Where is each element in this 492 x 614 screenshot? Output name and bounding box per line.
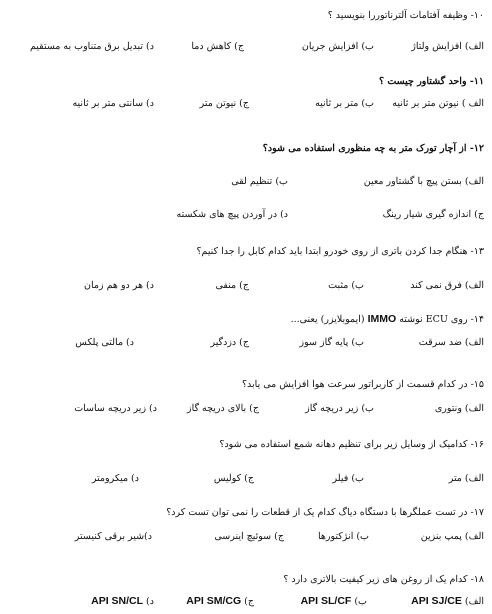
option-c: ج) سوئیچ اینرسی (214, 531, 284, 542)
option-b: ب) انژکتورها (318, 531, 369, 542)
option-b: ب) زیر دریچه گاز (305, 403, 374, 414)
option-b: ب) مثبت (328, 280, 364, 291)
option-a: الف) ضد سرقت (418, 337, 484, 348)
option-b: ب) فیلر (332, 473, 364, 484)
option-c: ج) اندازه گیری شیار رینگ (382, 209, 484, 220)
option-c: ج) بالای دریچه گاز (187, 403, 259, 414)
option-d: د) مالتی پلکس (75, 337, 134, 348)
question-10: ۱۰- وظیفه آفتامات آلترناتوررا بنویسید ؟ (327, 10, 484, 21)
option-d: د) سانتی متر بر ثانیه (72, 98, 154, 109)
option-a: الف ) نیوتن متر بر ثانیه (392, 98, 484, 109)
question-15: ۱۵- در کدام قسمت از کاربراتور سرعت هوا افزایش می یابد؟ (242, 379, 484, 390)
option-c: ج) API SM/CG (186, 595, 254, 607)
option-d-code: API SN/CL (91, 595, 144, 607)
option-b: ب) پایه گاز سوز (299, 337, 364, 348)
option-b: ب) متر بر ثانیه (315, 98, 374, 109)
options-17 (8, 530, 484, 544)
question-18: ۱۸- کدام یک از روغن های زیر کیفیت بالاتری دارد ؟ (283, 574, 484, 585)
question-11: ۱۱- واحد گشتاور چیست ؟ (379, 76, 484, 87)
option-c: ج) منفی (215, 280, 249, 291)
option-a: الف) پمپ بنزین (420, 531, 484, 542)
option-a: الف) افزایش ولتاژ (411, 41, 484, 52)
option-d: د) در آوردن پیچ های شکسته (176, 209, 288, 220)
option-a: الف) متر (448, 473, 484, 484)
option-d: د)شیر برقی کنیستر (74, 531, 152, 542)
options-12-row2 (8, 208, 484, 222)
question-14-prefix: ۱۴- روی ECU نوشته (399, 314, 484, 325)
options-12-row1 (8, 175, 484, 189)
option-a: الف) ونتوری (434, 403, 484, 414)
option-b: ب) API SL/CF (300, 595, 367, 607)
options-16 (8, 472, 484, 486)
option-c: ج) نیوتن متر (199, 98, 249, 109)
question-14-latin: IMMO (367, 313, 397, 325)
option-d: د) هر دو هم زمان (84, 280, 154, 291)
option-a: الف) بستن پیچ با گشتاور معین (363, 176, 484, 187)
option-a-code: API SJ/CE (411, 595, 462, 607)
options-13 (8, 279, 484, 293)
question-14-suffix: (ایموبلایزر) یعنی... (290, 314, 365, 325)
options-11 (8, 97, 484, 111)
option-a: الف) API SJ/CE (411, 595, 484, 607)
option-b-code: API SL/CF (300, 595, 352, 607)
option-c: ج) دزدگیر (210, 337, 249, 348)
question-16: ۱۶- کدامیک از وسایل زیر برای تنظیم دهانه شمع استفاده می شود؟ (219, 439, 484, 450)
option-b: ب) افزایش جریان (301, 41, 374, 52)
option-d: د) زیر دریچه ساسات (74, 403, 157, 414)
options-15 (8, 402, 484, 416)
question-17: ۱۷- در تست عملگرها با دستگاه دیاگ کدام یک از قطعات را نمی توان تست کرد؟ (166, 507, 484, 518)
options-10 (8, 40, 484, 54)
question-13: ۱۳- هنگام جدا کردن باتری از روی خودرو ابتدا باید کدام کابل را جدا کنیم؟ (196, 246, 484, 257)
option-c: ج) کولیس (213, 473, 254, 484)
option-a: الف) فرق نمی کند (410, 280, 484, 291)
option-b: ب) تنظیم لقی (231, 176, 288, 187)
option-c: ج) کاهش دما (191, 41, 244, 52)
options-14 (8, 336, 484, 350)
option-c-code: API SM/CG (186, 595, 242, 607)
question-12: ۱۲- از آچار تورک متر به چه منظوری استفاده می شود؟ (262, 143, 484, 154)
option-d: د) میکرومتر (91, 473, 139, 484)
option-d: د) تبدیل برق متناوب به مستقیم (29, 41, 154, 52)
options-18 (8, 594, 484, 608)
question-14 (8, 313, 484, 326)
option-d: د) API SN/CL (91, 595, 154, 607)
